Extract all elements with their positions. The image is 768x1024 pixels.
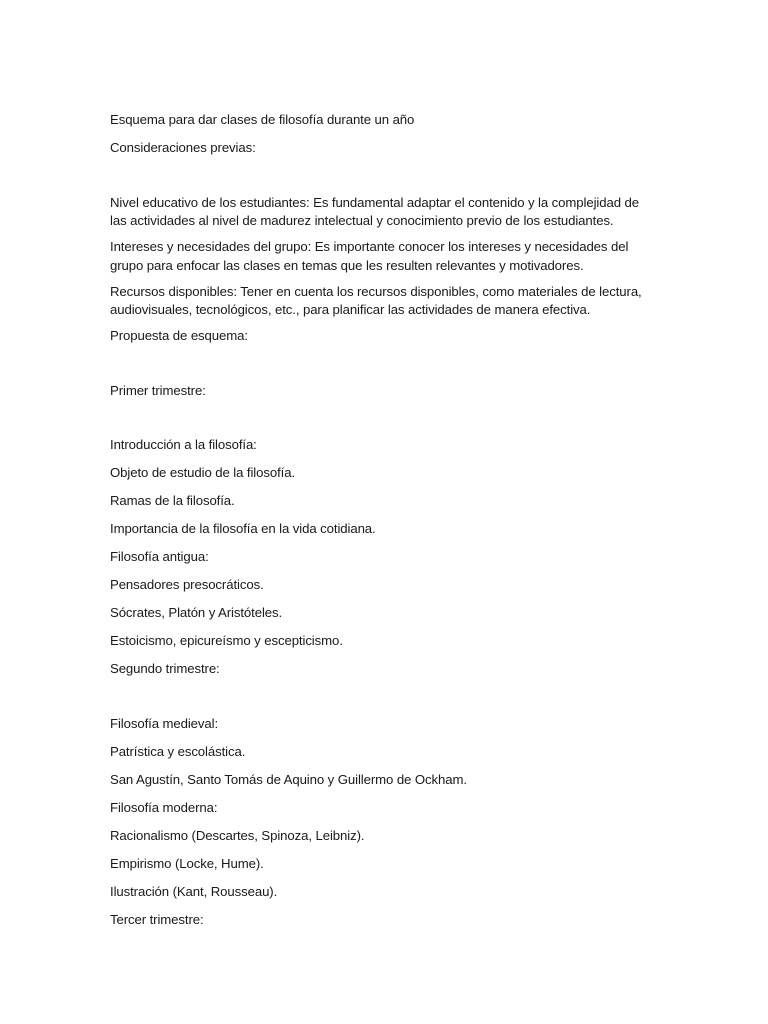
first-term-item: Importancia de la filosofía en la vida cotidiana. xyxy=(110,521,376,536)
proposal-heading: Propuesta de esquema: xyxy=(110,328,248,343)
document-body xyxy=(110,111,650,939)
document-title: Esquema para dar clases de filosofía durante un año xyxy=(110,112,415,127)
second-term-item: Ilustración (Kant, Rousseau). xyxy=(110,883,278,899)
first-term-item: Objeto de estudio de la filosofía. xyxy=(110,465,296,480)
second-term-item: Filosofía medieval: xyxy=(110,715,219,731)
first-term-item: Introducción a la filosofía: xyxy=(110,437,257,452)
second-term-item: Empirismo (Locke, Hume). xyxy=(110,855,264,871)
second-term-item: Racionalismo (Descartes, Spinoza, Leibniz). xyxy=(110,827,365,843)
second-term-item: San Agustín, Santo Tomás de Aquino y Guillermo de Ockham. xyxy=(110,771,467,787)
first-term-item: Estoicismo, epicureísmo y escepticismo. xyxy=(110,633,343,648)
first-term-item: Pensadores presocráticos. xyxy=(110,577,264,592)
consideration-paragraph: Recursos disponibles: Tener en cuenta los recursos disponibles, como materiales de lectura, audiovisuales, tecnológicos, etc., para planificar las actividades de manera efectiva. xyxy=(110,283,642,317)
considerations-heading: Consideraciones previas: xyxy=(110,140,256,155)
second-term-heading: Segundo trimestre: xyxy=(110,661,220,676)
second-term-item: Filosofía moderna: xyxy=(110,799,218,815)
first-term-item: Ramas de la filosofía. xyxy=(110,493,235,508)
consideration-paragraph: Intereses y necesidades del grupo: Es importante conocer los intereses y necesidades del grupo para enfocar las clases en temas que les resulten relevantes y motivadores. xyxy=(110,239,629,273)
consideration-paragraph: Nivel educativo de los estudiantes: Es fundamental adaptar el contenido y la complejidad de las actividades al nivel de madurez intelectual y conocimiento previo de los estudiantes. xyxy=(110,194,639,228)
third-term-heading: Tercer trimestre: xyxy=(110,911,204,927)
second-term-item: Patrística y escolástica. xyxy=(110,743,246,759)
first-term-item: Filosofía antigua: xyxy=(110,549,209,564)
first-term-heading: Primer trimestre: xyxy=(110,382,206,398)
first-term-item: Sócrates, Platón y Aristóteles. xyxy=(110,605,283,620)
